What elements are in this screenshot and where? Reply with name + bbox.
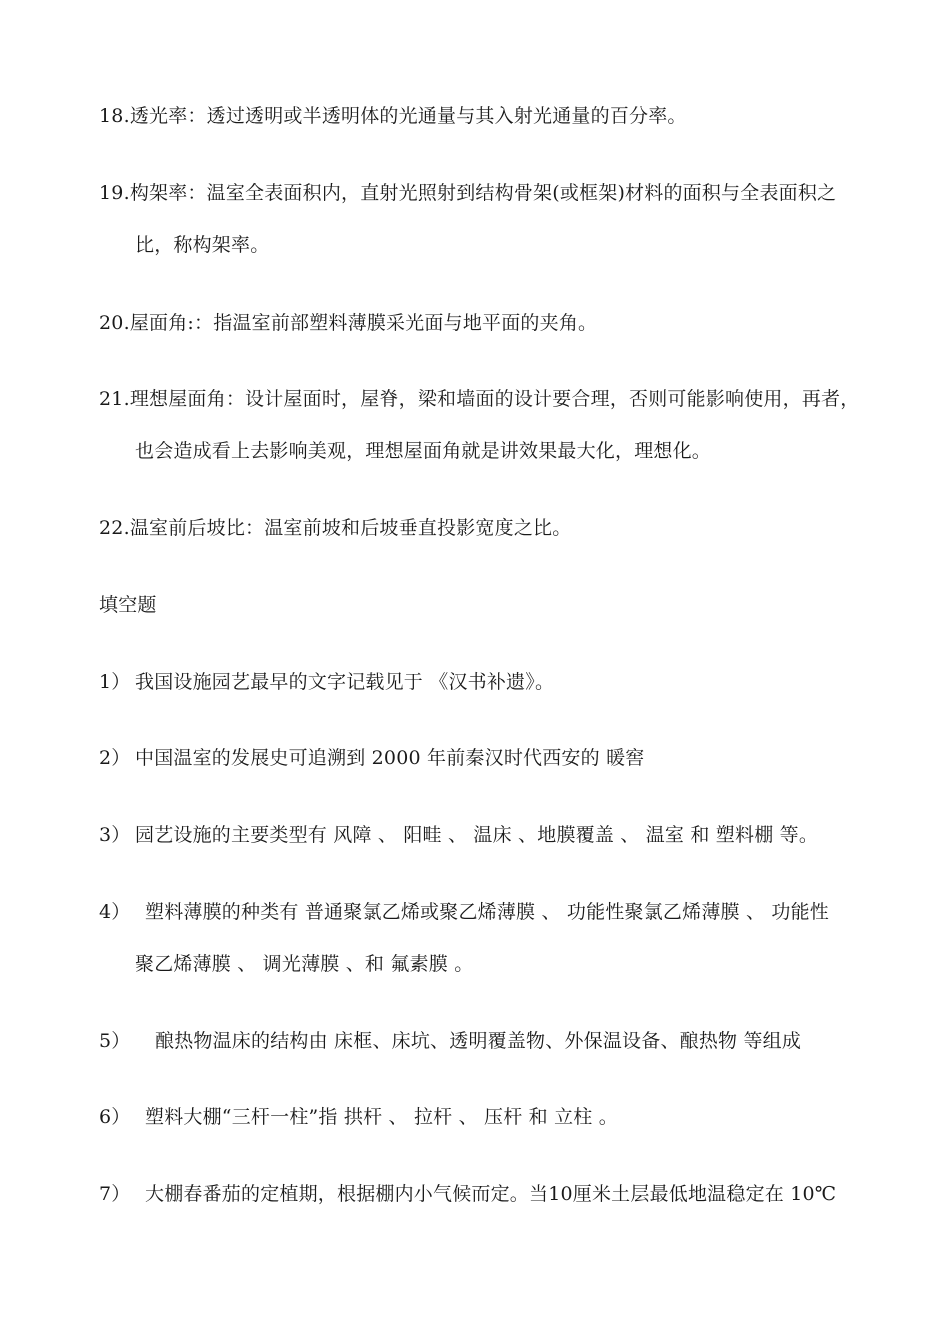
- question-text: 中国温室的发展史可追溯到 2000 年前秦汉时代西安的 暖窖: [135, 747, 645, 769]
- definition-text: 屋面角:：指温室前部塑料薄膜采光面与地平面的夹角。: [129, 312, 598, 334]
- item-number: 1）: [99, 671, 131, 693]
- definition-19: [99, 180, 836, 206]
- definition-text: 理想屋面角：设计屋面时，屋脊，梁和墙面的设计要合理，否则可能影响使用，再者，: [129, 388, 860, 410]
- fill-blank-4: [99, 899, 829, 925]
- question-text: 大棚春番茄的定植期，根据棚内小气候而定。当10厘米土层最低地温稳定在 10℃: [145, 1183, 837, 1205]
- definition-21-continuation: 也会造成看上去影响美观，理想屋面角就是讲效果最大化，理想化。: [135, 440, 712, 462]
- item-number: 21.: [99, 388, 130, 410]
- definition-19-continuation: 比，称构架率。: [135, 234, 270, 256]
- fill-blank-6: [99, 1104, 618, 1130]
- fill-blank-4-continuation: 聚乙烯薄膜 、 调光薄膜 、和 氟素膜 。: [135, 953, 474, 975]
- question-text: 我国设施园艺最早的文字记载见于 《汉书补遗》。: [135, 671, 555, 693]
- item-number: 5）: [99, 1030, 131, 1052]
- definition-text: 温室前后坡比：温室前坡和后坡垂直投影宽度之比。: [129, 517, 572, 539]
- item-number: 6）: [99, 1106, 131, 1128]
- question-text: 塑料大棚“三杆一柱”指 拱杆 、 拉杆 、 压杆 和 立柱 。: [145, 1106, 618, 1128]
- question-text: 酿热物温床的结构由 床框、床坑、透明覆盖物、外保温设备、酿热物 等组成: [155, 1030, 802, 1052]
- definition-21: [99, 386, 859, 412]
- question-text: 园艺设施的主要类型有 风障 、 阳畦 、 温床 、地膜覆盖 、 温室 和 塑料棚 等。: [135, 824, 819, 846]
- definition-22: [99, 515, 571, 541]
- item-number: 20.: [99, 312, 130, 334]
- item-number: 4）: [99, 901, 131, 923]
- fill-blank-1: [99, 669, 554, 695]
- definition-text: 构架率：温室全表面积内，直射光照射到结构骨架(或框架)材料的面积与全表面积之: [129, 182, 837, 204]
- section-title: 填空题: [99, 594, 157, 616]
- definition-text: 透光率：透过透明或半透明体的光通量与其入射光通量的百分率。: [129, 105, 687, 127]
- fill-blank-7: [99, 1181, 836, 1207]
- item-number: 7）: [99, 1183, 131, 1205]
- item-number: 22.: [99, 517, 130, 539]
- fill-blank-3: [99, 822, 818, 848]
- item-number: 18.: [99, 105, 130, 127]
- definition-20: [99, 310, 597, 336]
- item-number: 19.: [99, 182, 130, 204]
- question-text: 塑料薄膜的种类有 普通聚氯乙烯或聚乙烯薄膜 、 功能性聚氯乙烯薄膜 、 功能性: [145, 901, 829, 923]
- item-number: 3）: [99, 824, 131, 846]
- fill-blank-2: [99, 745, 644, 771]
- definition-18: [99, 103, 687, 129]
- fill-blank-5: [99, 1028, 801, 1054]
- item-number: 2）: [99, 747, 131, 769]
